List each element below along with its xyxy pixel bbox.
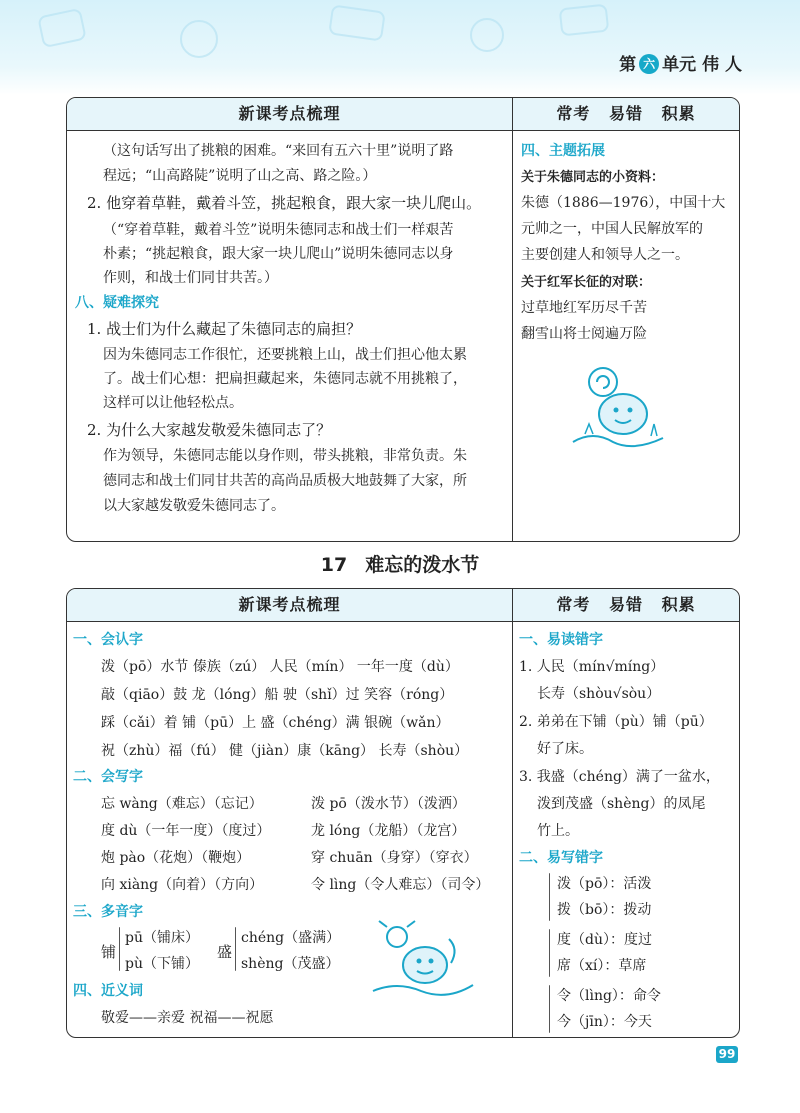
write-item: 穿 chuān（身穿）（穿衣） [311,850,478,866]
unit-number-badge: 六 [639,54,659,74]
write-item: 龙 lóng（龙船）（龙宫） [311,823,466,839]
lesson-title [0,550,800,577]
question: 1. 战士们为什么藏起了朱德同志的扁担？ [87,320,362,338]
section-heading: 八、疑难探究 [75,295,159,311]
sub-heading: 关于朱德同志的小资料： [521,170,665,185]
text-line: 长寿（shòu√sòu） [537,686,661,702]
text-line: 朴素；“挑起粮食，跟大家一块儿爬山”说明朱德同志以身 [103,246,454,262]
unit-name: 伟 人 [702,55,742,75]
confusable-item: 席（xí）：草席 [557,958,647,974]
text-line: 竹上。 [537,823,579,839]
doodle-shape [470,18,504,52]
brace [549,873,550,921]
question: 2. 为什么大家越发敬爱朱德同志了？ [87,421,332,439]
section-heading: 一、会认字 [73,632,143,648]
read-line: 祝（zhù）福（fú） 健（jiàn）康（kāng） 长寿（shòu） [101,743,469,759]
write-item: 炮 pào（花炮）（鞭炮） [101,850,251,866]
text-line: 泼到茂盛（shèng）的凤尾 [537,796,706,812]
text-line: 2. 他穿着草鞋，戴着斗笠，挑起粮食，跟大家一块儿爬山。 [87,194,482,212]
synonym-line: 敬爱——亲爱 祝福——祝愿 [101,1010,274,1026]
write-item: 令 lìng（令人难忘）（司令） [311,877,490,893]
confusable-item: 度（dù）：度过 [557,932,652,948]
couplet-line: 过草地红军历尽千苦 [521,300,647,316]
confusable-item: 拨（bō）：拨动 [557,902,652,918]
polyphone-reading: chéng（盛满） [241,930,341,946]
write-item: 泼 pō（泼水节）（泼洒） [311,796,466,812]
lesson-name: 难忘的泼水节 [365,554,480,576]
read-line: 敲（qiāo）鼓 龙（lóng）船 驶（shǐ）过 笑容（róng） [101,687,454,703]
text-line: （“穿着草鞋，戴着斗笠”说明朱德同志和战士们一样艰苦 [103,222,454,238]
right-column [513,98,739,541]
section-heading: 三、多音字 [73,904,143,920]
text-line: 2. 弟弟在下铺（pù）铺（pū） [519,714,713,730]
notes-box-top [66,97,740,542]
section-heading: 一、易读错字 [519,632,603,648]
section-heading: 四、近义词 [73,983,143,999]
section-heading: 二、易写错字 [519,850,603,866]
column-title-left: 新课考点梳理 [67,98,512,131]
write-item: 忘 wàng（难忘）（忘记） [101,796,263,812]
doodle-shape [180,20,218,58]
column-title-left: 新课考点梳理 [67,589,512,622]
doodle-shape [37,8,87,48]
answer-line: 这样可以让他轻松点。 [103,395,243,411]
answer-line: 了。战士们心想：把扁担藏起来，朱德同志就不用挑粮了， [103,371,467,387]
unit-title: 第 六 单元 伟 人 [619,55,742,75]
text-line: （这句话写出了挑粮的困难。“来回有五六十里”说明了路 [103,143,454,159]
notes-box-bottom [66,588,740,1038]
left-column [67,98,513,541]
polyphone-reading: shèng（茂盛） [241,956,340,972]
read-line: 泼（pō）水节 傣族（zú） 人民（mín） 一年一度（dù） [101,659,459,675]
lesson-number: 17 [320,554,348,576]
confusable-item: 今（jīn）：今天 [557,1014,652,1030]
polyphone-reading: pù（下铺） [125,956,199,972]
cartoon-illustration [367,919,477,999]
text-line: 程远；“山高路陡”说明了山之高、路之险。） [103,168,377,184]
cartoon-illustration [563,362,673,452]
column-title-right: 常考 易错 积累 [513,98,739,131]
doodle-shape [328,4,386,41]
couplet-line: 翻雪山将士阅遍万险 [521,326,647,342]
answer-line: 德同志和战士们同甘共苦的高尚品质极大地鼓舞了大家，所 [103,473,467,489]
text-line: 主要创建人和领导人之一。 [521,247,689,263]
left-column [67,589,513,1037]
page-number: 99 [716,1046,738,1063]
text-line: 朱德（1886—1976），中国十大 [521,195,726,211]
brace [549,985,550,1033]
answer-line: 作为领导，朱德同志能以身作则，带头挑粮，非常负责。朱 [103,448,467,464]
polyphone-char: 盛 [217,943,233,961]
answer-line: 因为朱德同志工作很忙，还要挑粮上山，战士们担心他太累 [103,347,467,363]
sub-heading: 关于红军长征的对联： [521,275,652,290]
header-band [0,0,800,95]
text-line: 作则，和战士们同甘共苦。） [103,270,278,286]
text-line: 3. 我盛（chéng）满了一盆水， [519,769,720,785]
text-line: 好了床。 [537,741,593,757]
brace [235,927,236,971]
text-line: 1. 人民（mín√míng） [519,659,665,675]
polyphone-reading: pū（铺床） [125,930,199,946]
section-heading: 二、会写字 [73,769,143,785]
brace [119,927,120,971]
section-heading: 四、主题拓展 [521,143,605,159]
column-title-right: 常考 易错 积累 [513,589,739,622]
read-line: 踩（cǎi）着 铺（pū）上 盛（chéng）满 银碗（wǎn） [101,715,450,731]
polyphone-char: 铺 [101,943,117,961]
confusable-item: 令（lìng）：命令 [557,988,661,1004]
right-column [513,589,739,1037]
write-item: 度 dù（一年一度）（度过） [101,823,271,839]
text-line: 元帅之一，中国人民解放军的 [521,221,703,237]
brace [549,929,550,977]
doodle-shape [559,4,610,37]
confusable-item: 泼（pō）：活泼 [557,876,652,892]
answer-line: 以大家越发敬爱朱德同志了。 [103,498,285,514]
write-item: 向 xiàng（向着）（方向） [101,877,264,893]
